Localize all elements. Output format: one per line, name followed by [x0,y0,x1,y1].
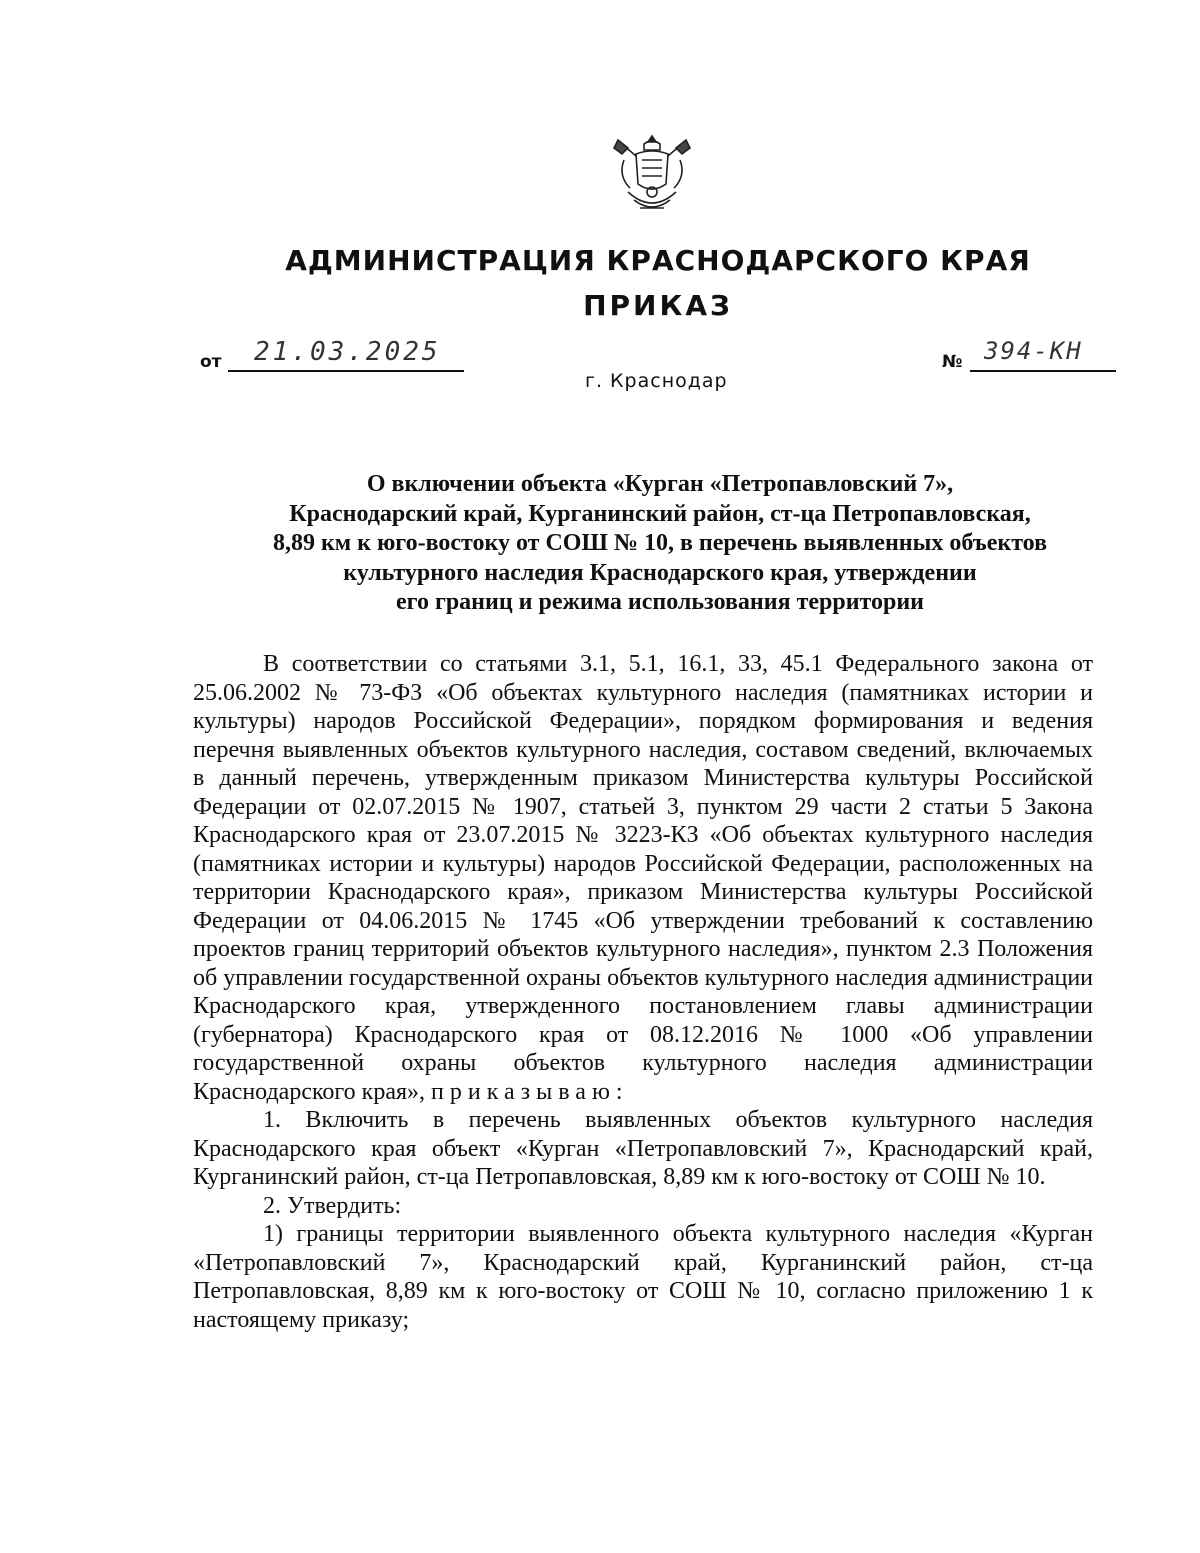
organization-title: АДМИНИСТРАЦИЯ КРАСНОДАРСКОГО КРАЯ [285,244,1031,277]
date-prefix: от [200,352,222,372]
coat-of-arms-icon [606,130,698,222]
date-underline [228,370,464,372]
document-kind: ПРИКАЗ [583,289,733,322]
order-subject [170,470,1150,618]
city-label: г. Краснодар [585,370,728,392]
subject-line: 8,89 км к юго-востоку от СОШ № 10, в перечень выявленных объектов [272,530,1048,556]
order-word: приказываю: [431,1078,629,1105]
subject-line: О включении объекта «Курган «Петропавловский 7», [366,471,954,497]
number-prefix: № [942,352,963,372]
handwritten-date: 21.03.2025 [254,337,441,367]
preamble-paragraph [193,650,1093,1106]
subject-line: его границ и режима использования территории [395,589,925,615]
subject-line: Краснодарский край, Курганинский район, ст-ца Петропавловская, [289,500,1031,527]
number-underline [970,370,1116,372]
item-1-paragraph: 1. Включить в перечень выявленных объектов культурного наследия Краснодарского края объект «Курган «Петропавловский 7», Краснодарский край, Курганинский район, ст-ца Петропавловская, 8,89 км к юго-востоку от СОШ № 10. [193,1107,1093,1190]
handwritten-number: 394-КН [984,337,1083,365]
order-body [193,650,1093,1334]
subject-line: культурного наследия Краснодарского края, утверждении [343,559,977,586]
item-2-1-paragraph: 1) границы территории выявленного объекта культурного наследия «Курган «Петропавловский 7», Краснодарский край, Курганинский район, ст-ца Петропавловская, 8,89 км к юго-востоку от СОШ № 10, согласно приложению 1 к настоящему приказу; [193,1221,1093,1333]
item-2-paragraph: 2. Утвердить: [263,1192,402,1219]
preamble-text: В соответствии со статьями 3.1, 5.1, 16.1, 33, 45.1 Федерального закона от 25.06.2002 № 73-ФЗ «Об объектах культурного наследия (памятниках истории и культуры) народов Российской Федерации», порядком формирования и ведения перечня выявленных объектов культурного наследия, составом сведений, включаемых в данный перечень, утвержденным приказом Министерства культуры Российской Федерации от 02.07.2015 № 1907, статьей 3, пунктом 29 части 2 статьи 5 Закона Краснодарского края от 23.07.2015 № 3223-КЗ «Об объектах культурного наследия (памятниках истории и культуры) народов Российской Федерации, расположенных на территории Краснодарского края», приказом Министерства культуры Российской Федерации от 04.06.2015 № 1745 «Об утверждении требований к составлению проектов границ территорий объектов культурного наследия», пунктом 2.3 Положения об управлении государственной охраны объектов культурного наследия администрации Краснодарского края, утвержденного постановлением главы администрации (губернатора) Краснодарского края от 08.12.2016 № 1000 «Об управлении государственной охраны объектов культурного наследия администрации Краснодарского края», [193,651,1093,1105]
